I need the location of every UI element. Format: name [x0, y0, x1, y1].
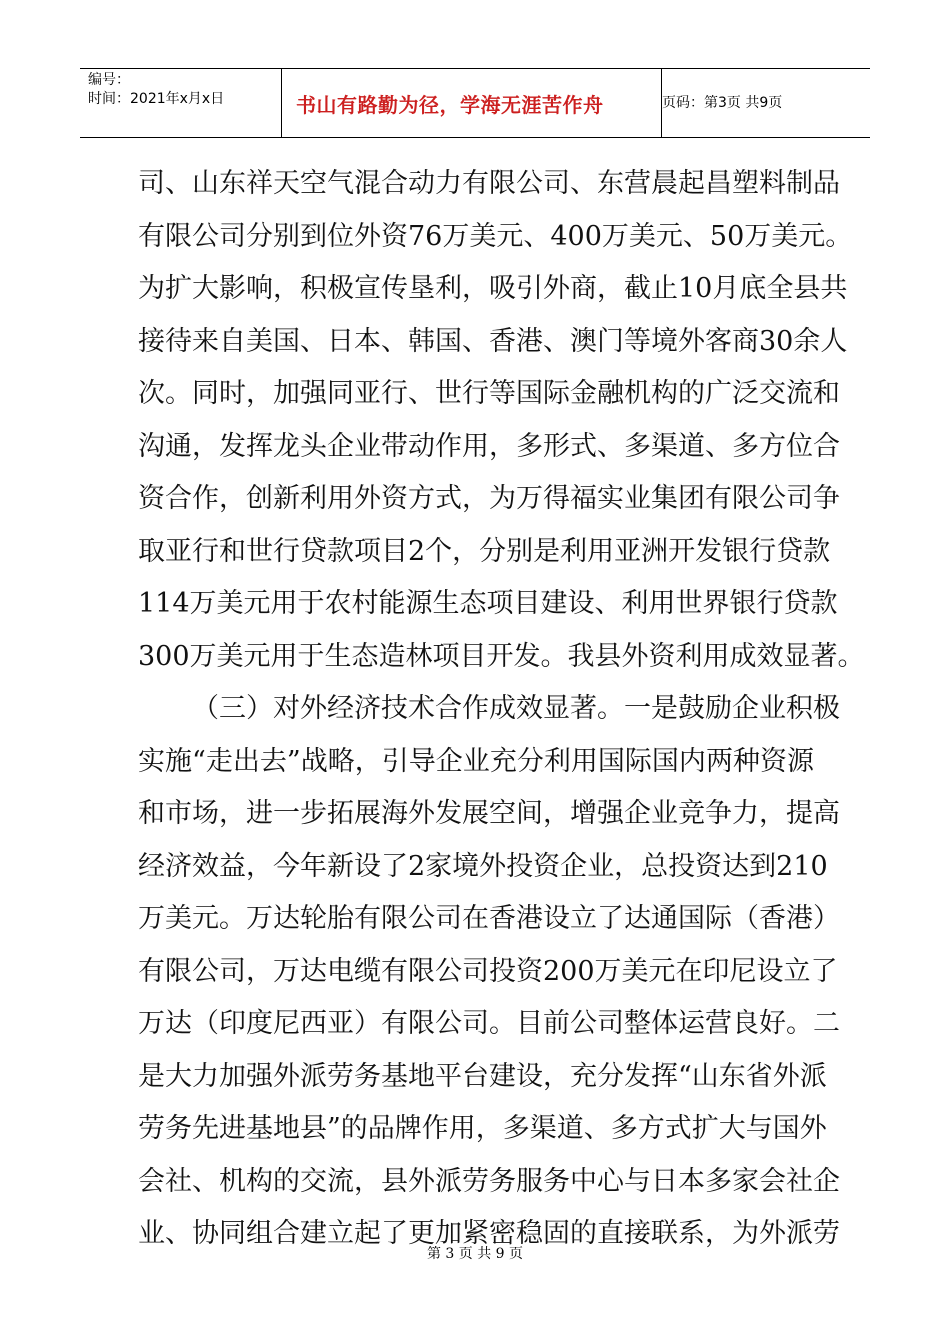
body-line: 实施“走出去”战略，引导企业充分利用国际国内两种资源 — [138, 745, 814, 777]
header-motto: 书山有路勤为径，学海无涯苦作舟 — [296, 93, 604, 117]
document-body — [138, 158, 865, 1261]
body-line: 300万美元用于生态造林项目开发。我县外资利用成效显著。 — [138, 640, 865, 672]
body-line: 业、协同组合建立起了更加紧密稳固的直接联系，为外派劳 — [138, 1218, 840, 1249]
body-line: 万美元。万达轮胎有限公司在香港设立了达通国际（香港） — [138, 903, 840, 934]
body-line: 和市场，进一步拓展海外发展空间，增强企业竞争力，提高 — [138, 798, 840, 829]
body-line: 接待来自美国、日本、韩国、香港、澳门等境外客商30余人 — [138, 325, 848, 357]
body-line: 有限公司分别到位外资76万美元、400万美元、50万美元。 — [138, 220, 853, 252]
header-page-info: 页码：第3页 共9页 — [662, 95, 783, 111]
header-page-cell — [662, 69, 870, 137]
body-line: 有限公司，万达电缆有限公司投资200万美元在印尼设立了 — [138, 955, 838, 987]
body-line: 司、山东祥天空气混合动力有限公司、东营晨起昌塑料制品 — [138, 168, 840, 199]
body-line: 会社、机构的交流，县外派劳务服务中心与日本多家会社企 — [138, 1165, 840, 1197]
body-line: 万达（印度尼西亚）有限公司。目前公司整体运营良好。二 — [138, 1008, 840, 1039]
body-line: 经济效益，今年新设了2家境外投资企业，总投资达到210 — [138, 850, 828, 882]
body-line: 次。同时，加强同亚行、世行等国际金融机构的广泛交流和 — [138, 378, 840, 409]
document-time-label: 时间：2021年x月x日 — [88, 91, 225, 107]
body-line: 沟通，发挥龙头企业带动作用，多形式、多渠道、多方位合 — [138, 430, 840, 462]
header-motto-cell — [282, 69, 662, 137]
body-line: （三）对外经济技术合作成效显著。一是鼓励企业积极 — [192, 693, 840, 724]
body-line: 是大力加强外派劳务基地平台建设，充分发挥“山东省外派 — [138, 1060, 827, 1092]
body-line: 资合作，创新利用外资方式，为万得福实业集团有限公司争 — [138, 483, 840, 514]
page-footer: 第 3 页 共 9 页 — [426, 1246, 524, 1262]
body-line: 劳务先进基地县”的品牌作用，多渠道、多方式扩大与国外 — [138, 1113, 827, 1144]
body-line: 114万美元用于农村能源生态项目建设、利用世界银行贷款 — [138, 588, 838, 619]
body-line: 为扩大影响，积极宣传垦利，吸引外商，截止10月底全县共 — [138, 273, 848, 304]
header-meta-cell — [80, 69, 282, 137]
body-line: 取亚行和世行贷款项目2个，分别是利用亚洲开发银行贷款 — [138, 535, 831, 567]
document-header — [80, 68, 870, 138]
document-number-label: 编号： — [88, 72, 130, 88]
